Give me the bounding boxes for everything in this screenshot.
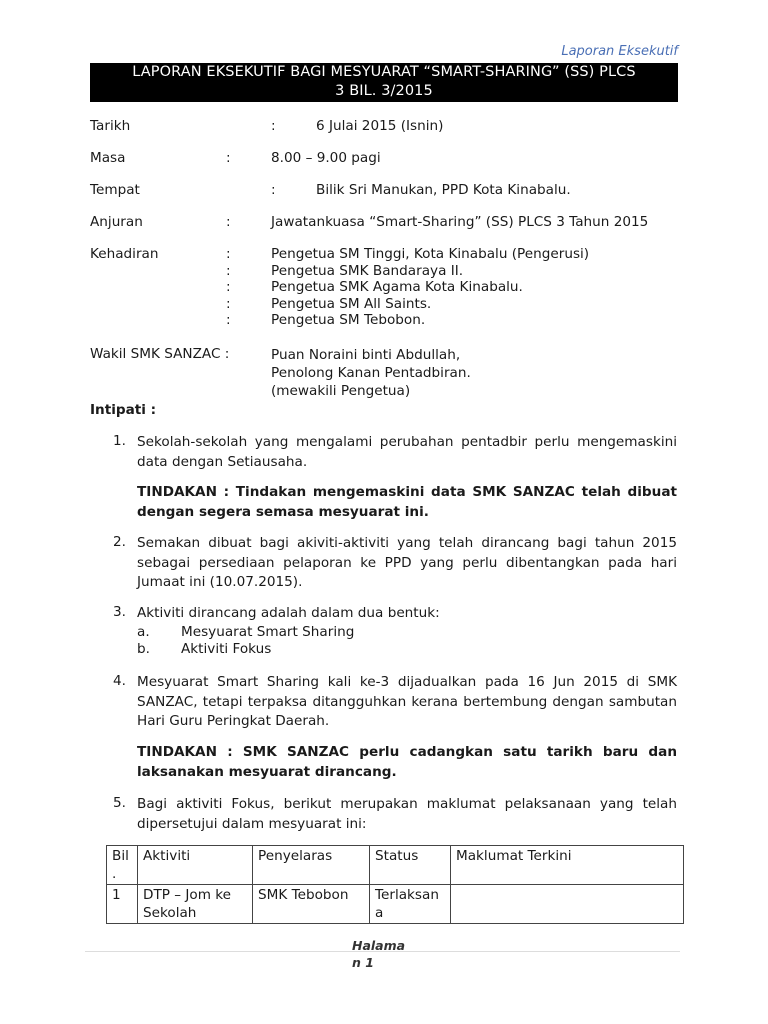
kehadiran-colon: : — [226, 246, 231, 262]
wakil-line: Penolong Kanan Pentadbiran. — [271, 365, 471, 381]
masa-label: Masa — [90, 150, 126, 166]
wakil-list — [271, 346, 471, 400]
table-header-cell: Bil . — [107, 846, 138, 885]
item-text: Aktiviti dirancang adalah dalam dua bentuk: — [137, 605, 440, 621]
table-header-cell: Penyelaras — [253, 846, 370, 885]
page-number: Halaman 1 — [352, 938, 406, 970]
sub-text: Aktiviti Fokus — [181, 641, 272, 657]
tarikh-label: Tarikh — [90, 118, 131, 134]
kehadiran-colon: : — [226, 279, 231, 295]
kehadiran-item: Pengetua SM All Saints. — [271, 295, 432, 312]
item-text: Bagi aktiviti Fokus, berikut merupakan maklumat pelaksanaan yang telah dipersetujui dalam mesyuarat ini: — [137, 796, 677, 832]
item-number: 2. — [113, 534, 126, 550]
table-header-row — [107, 846, 684, 885]
kehadiran-item: Pengetua SMK Bandaraya II. — [271, 262, 464, 279]
kehadiran-item: Pengetua SM Tebobon. — [271, 312, 426, 328]
title-line-2: 3 BIL. 3/2015 — [335, 83, 433, 99]
masa-colon: : — [226, 150, 231, 166]
item-number: 1. — [113, 433, 126, 449]
document-title — [90, 63, 678, 102]
table-cell — [451, 885, 684, 924]
tarikh-colon: : — [271, 118, 276, 134]
tarikh-value: 6 Julai 2015 (Isnin) — [316, 118, 444, 134]
kehadiran-colon: : — [226, 295, 231, 312]
item-number: 5. — [113, 795, 126, 811]
masa-value: 8.00 – 9.00 pagi — [271, 150, 381, 166]
table-row — [107, 885, 684, 924]
wakil-line: (mewakili Pengetua) — [271, 383, 411, 399]
sub-label: a. — [137, 624, 150, 640]
kehadiran-item: Pengetua SMK Agama Kota Kinabalu. — [271, 279, 523, 295]
item-number: 3. — [113, 604, 126, 620]
table-cell: DTP – Jom ke Sekolah — [138, 885, 253, 924]
item-text: Semakan dibuat bagi akiviti-aktiviti yang telah dirancang bagi tahun 2015 sebagai persediaan pelaporan ke PPD yang perlu dibentangkan pada hari Jumaat ini (10.07.2015). — [137, 535, 677, 590]
kehadiran-colon: : — [226, 312, 231, 328]
tindakan-text: TINDAKAN : SMK SANZAC perlu cadangkan satu tarikh baru dan laksanakan mesyuarat dirancang. — [137, 744, 677, 780]
sub-text: Mesyuarat Smart Sharing — [181, 624, 355, 640]
activity-table — [106, 845, 684, 924]
table-cell: 1 — [107, 885, 138, 924]
kehadiran-colons — [226, 246, 231, 329]
anjuran-colon: : — [226, 214, 231, 230]
tempat-value: Bilik Sri Manukan, PPD Kota Kinabalu. — [316, 182, 571, 198]
anjuran-value: Jawatankuasa “Smart-Sharing” (SS) PLCS 3 Tahun 2015 — [271, 214, 649, 230]
wakil-label: Wakil SMK SANZAC : — [90, 346, 230, 362]
tempat-colon: : — [271, 182, 276, 198]
tindakan-text: TINDAKAN : Tindakan mengemaskini data SMK SANZAC telah dibuat dengan segera semasa mesyuarat ini. — [137, 484, 677, 520]
item-text: Mesyuarat Smart Sharing kali ke-3 dijadualkan pada 16 Jun 2015 di SMK SANZAC, tetapi terpaksa ditangguhkan kerana bertembung dengan sambutan Hari Guru Peringkat Daerah. — [137, 674, 677, 729]
table-header-cell: Status — [370, 846, 451, 885]
tempat-label: Tempat — [90, 182, 140, 198]
item-text: Sekolah-sekolah yang mengalami perubahan pentadbir perlu mengemaskini data dengan Setiausaha. — [137, 434, 677, 470]
kehadiran-list — [271, 246, 589, 329]
table-cell: Terlaksana — [370, 885, 451, 924]
kehadiran-label: Kehadiran — [90, 246, 159, 262]
title-line-1: LAPORAN EKSEKUTIF BAGI MESYUARAT “SMART-SHARING” (SS) PLCS — [132, 64, 636, 80]
running-header: Laporan Eksekutif — [561, 44, 678, 59]
wakil-line: Puan Noraini binti Abdullah, — [271, 347, 461, 363]
item-number: 4. — [113, 673, 126, 689]
kehadiran-colon: : — [226, 262, 231, 279]
sub-label: b. — [137, 641, 150, 657]
table-header-cell: Maklumat Terkini — [451, 846, 684, 885]
kehadiran-item: Pengetua SM Tinggi, Kota Kinabalu (Pengerusi) — [271, 246, 590, 262]
table-cell: SMK Tebobon — [253, 885, 370, 924]
anjuran-label: Anjuran — [90, 214, 143, 230]
table-header-cell: Aktiviti — [138, 846, 253, 885]
intipati-heading: Intipati : — [90, 402, 157, 418]
